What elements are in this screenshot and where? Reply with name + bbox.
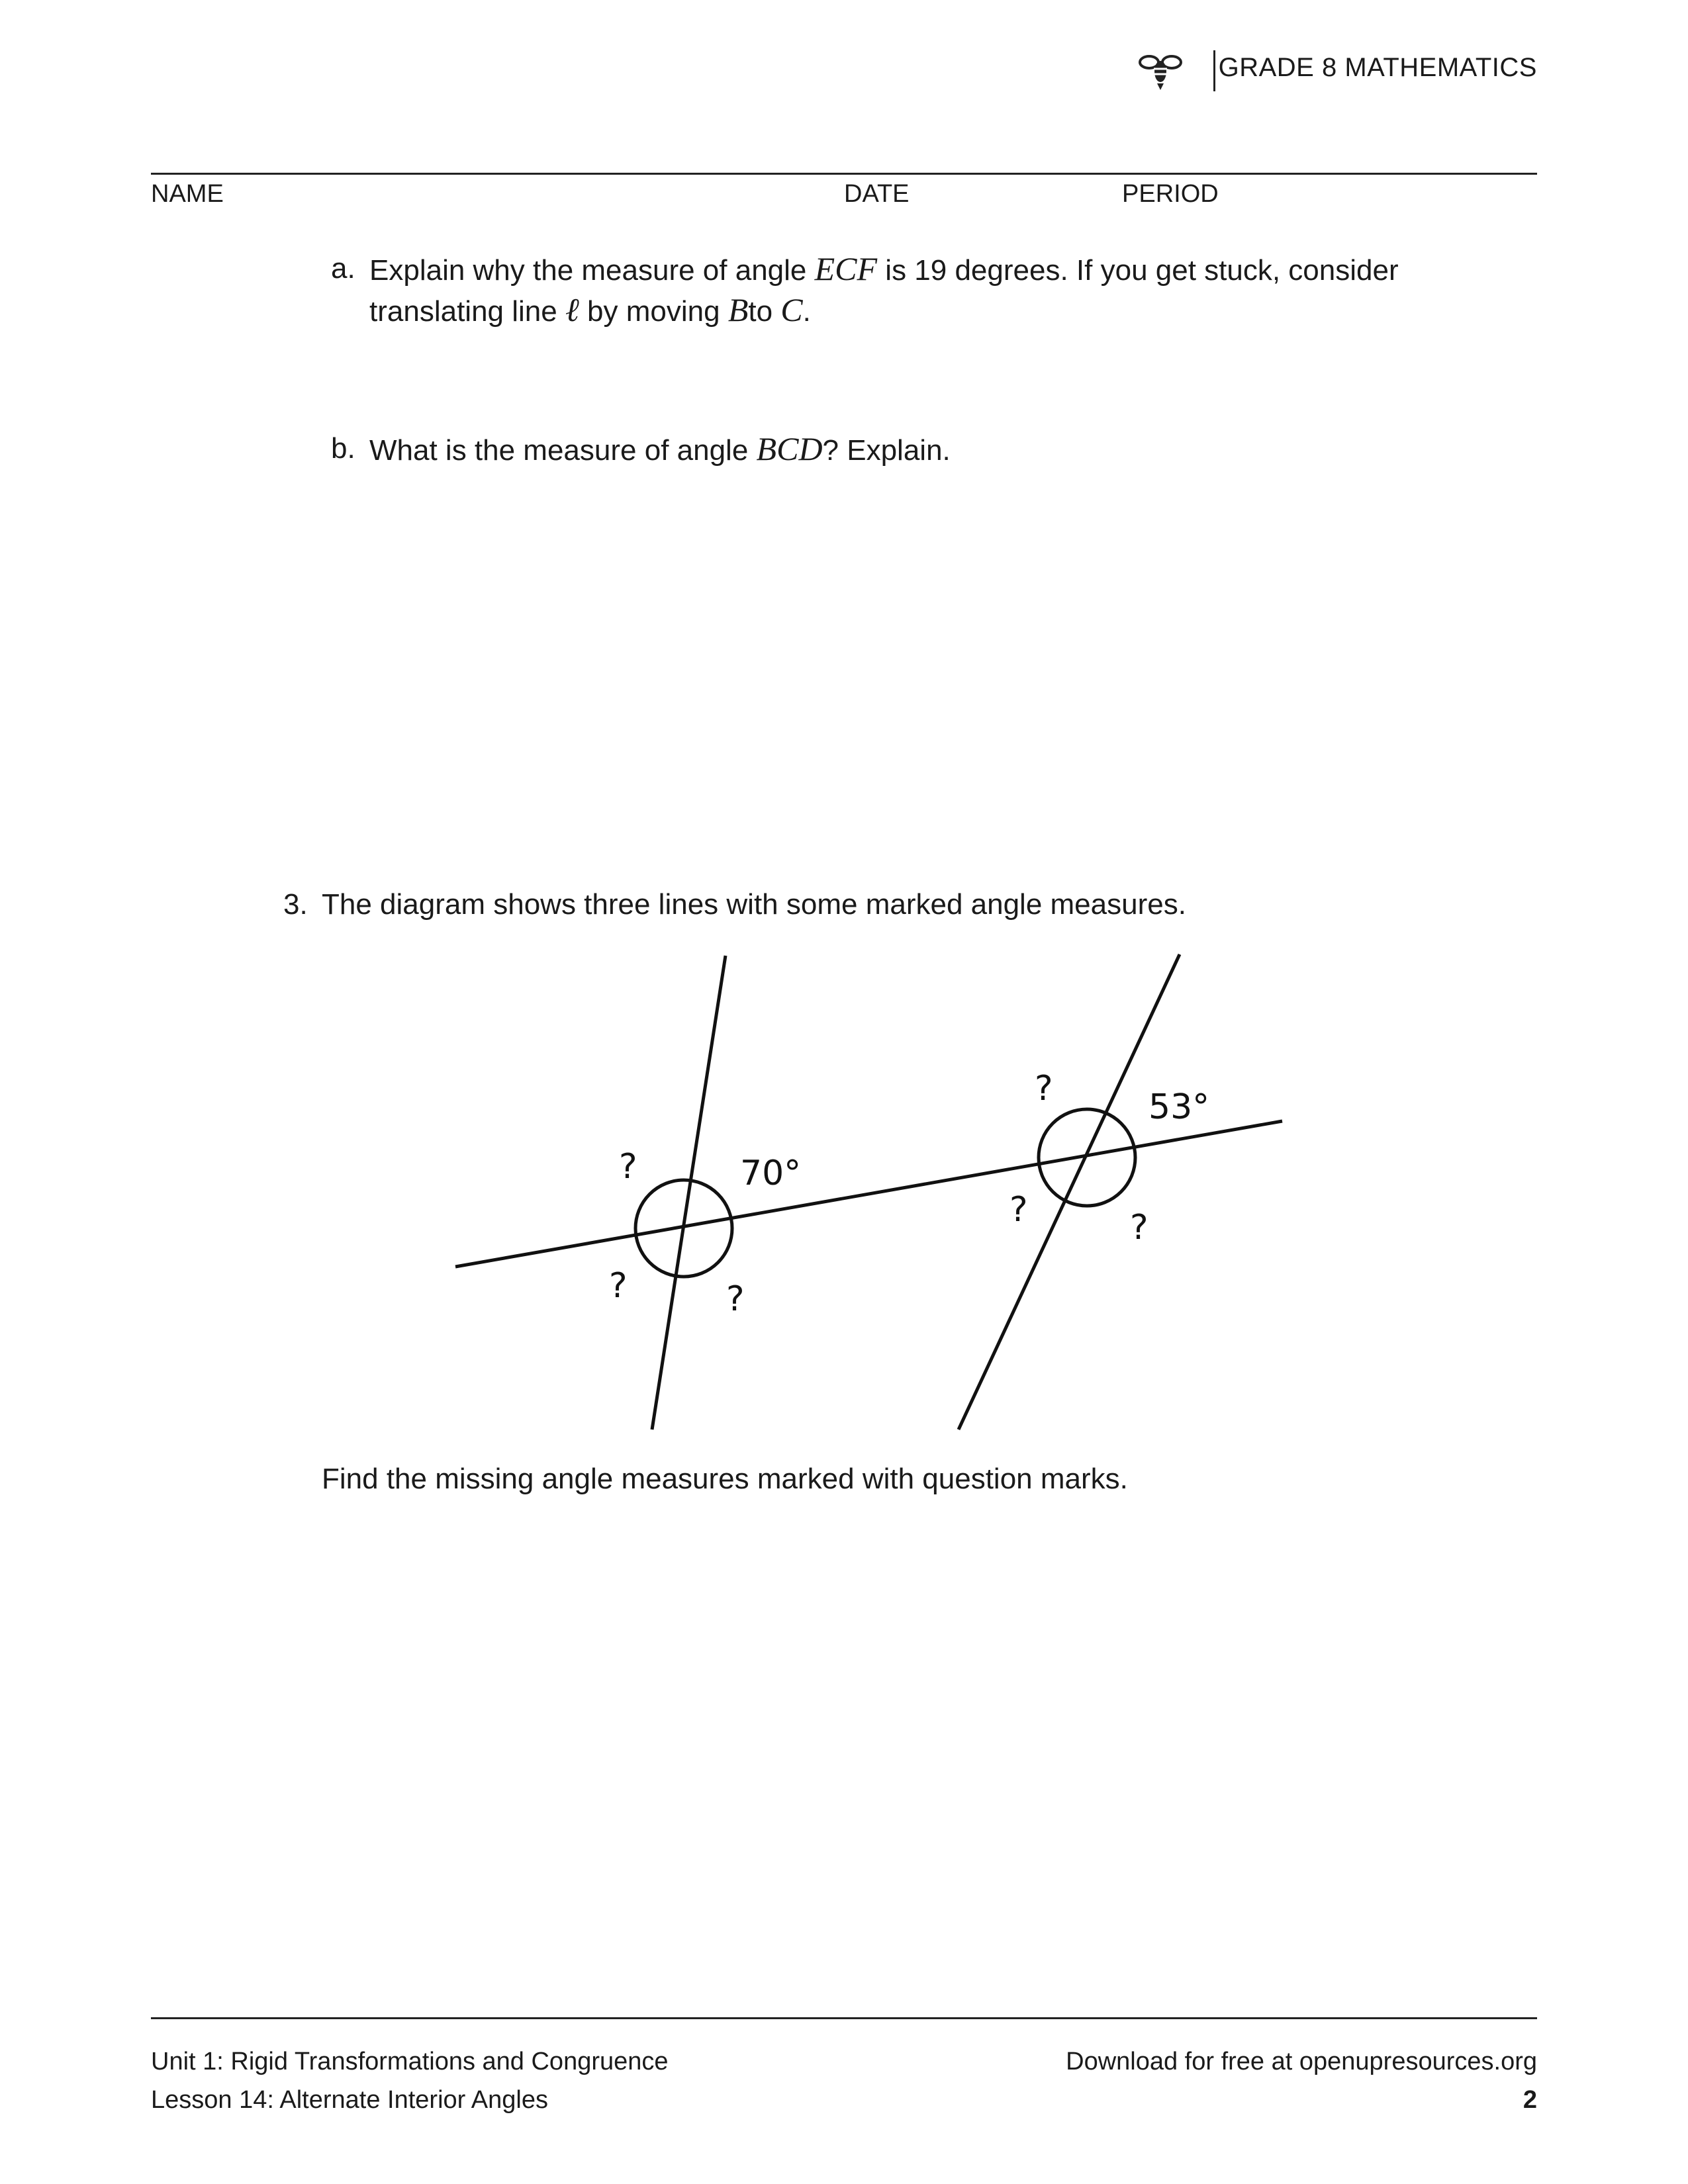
left-unknown-bottom-left: ? bbox=[609, 1266, 628, 1306]
question-3-number: 3. bbox=[283, 888, 308, 921]
right-unknown-top: ? bbox=[1035, 1069, 1053, 1109]
footer-download-link[interactable]: Download for free at openupresources.org bbox=[1066, 2048, 1537, 2075]
right-line bbox=[959, 954, 1180, 1430]
question-a-period: . bbox=[802, 295, 811, 328]
left-angle-70-label: 70° bbox=[740, 1154, 802, 1193]
question-b-text-1: What is the measure of angle bbox=[369, 434, 749, 467]
question-a-label: a. bbox=[331, 252, 355, 285]
question-a-text-1: Explain why the measure of angle bbox=[369, 254, 807, 287]
angle-ecf: ECF bbox=[814, 250, 878, 287]
footer-unit: Unit 1: Rigid Transformations and Congruence bbox=[151, 2048, 669, 2075]
name-field-label: NAME bbox=[151, 180, 224, 208]
question-a-text-2: is 19 degrees. If you get stuck, consider bbox=[885, 254, 1399, 287]
question-a-text-5: to bbox=[748, 295, 773, 328]
page-number: 2 bbox=[1523, 2086, 1537, 2114]
footer-rule bbox=[151, 2017, 1537, 2019]
question-b-text-2: ? Explain. bbox=[822, 434, 951, 467]
transversal-line bbox=[455, 1121, 1282, 1267]
angle-bcd: BCD bbox=[756, 430, 823, 467]
point-b: B bbox=[727, 291, 749, 328]
question-3-instruction: Find the missing angle measures marked with question marks. bbox=[322, 1463, 1128, 1495]
right-unknown-bottom: ? bbox=[1130, 1208, 1149, 1248]
footer-lesson: Lesson 14: Alternate Interior Angles bbox=[151, 2086, 548, 2114]
date-field-label: DATE bbox=[844, 180, 910, 208]
question-3-prompt: The diagram shows three lines with some marked angle measures. bbox=[322, 888, 1186, 921]
point-c: C bbox=[780, 291, 803, 328]
period-field-label: PERIOD bbox=[1122, 180, 1219, 208]
question-b-label: b. bbox=[331, 432, 355, 465]
left-unknown-bottom-right: ? bbox=[726, 1279, 745, 1319]
left-unknown-top: ? bbox=[619, 1147, 637, 1187]
line-symbol: ℓ bbox=[565, 291, 579, 328]
right-intersection-circle bbox=[1039, 1109, 1135, 1206]
course-title: GRADE 8 MATHEMATICS bbox=[1218, 53, 1537, 82]
question-a-text-4: by moving bbox=[587, 295, 720, 328]
right-unknown-left: ? bbox=[1009, 1190, 1028, 1230]
right-angle-53-label: 53° bbox=[1149, 1087, 1210, 1127]
question-a-text-3: translating line bbox=[369, 295, 557, 328]
